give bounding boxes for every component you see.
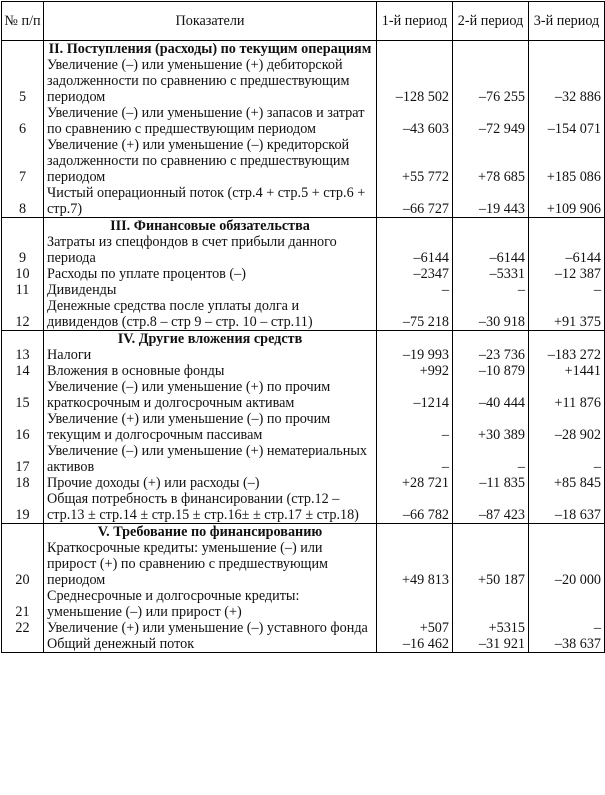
value-period-1: –43 603 bbox=[377, 105, 453, 137]
section-number-cell bbox=[2, 41, 44, 58]
value-period-3: +185 086 bbox=[529, 137, 605, 185]
row-label: Вложения в основные фонды bbox=[44, 363, 377, 379]
value-period-3: +109 906 bbox=[529, 185, 605, 218]
value-period-1: –2347 bbox=[377, 266, 453, 282]
value-period-2: –10 879 bbox=[453, 363, 529, 379]
value-period-3: +91 375 bbox=[529, 298, 605, 331]
value-period-1: – bbox=[377, 411, 453, 443]
value-period-1: – bbox=[377, 282, 453, 298]
section-header-row bbox=[2, 41, 605, 58]
row-label: Увеличение (–) или уменьшение (+) запасов и затрат по сравнению с предшествующим периодом bbox=[44, 105, 377, 137]
table-row bbox=[2, 443, 605, 475]
value-period-1: –16 462 bbox=[377, 636, 453, 653]
value-period-2: –19 443 bbox=[453, 185, 529, 218]
value-period-1: – bbox=[377, 443, 453, 475]
table-row bbox=[2, 105, 605, 137]
table-row bbox=[2, 636, 605, 653]
value-period-2: – bbox=[453, 443, 529, 475]
row-label: Расходы по уплате процентов (–) bbox=[44, 266, 377, 282]
header-period-2: 2-й период bbox=[453, 2, 529, 41]
section-empty-cell bbox=[453, 524, 529, 541]
row-label: Увеличение (+) или уменьшение (–) по прочим текущим и долгосрочным пассивам bbox=[44, 411, 377, 443]
value-period-2: –31 921 bbox=[453, 636, 529, 653]
section-empty-cell bbox=[453, 41, 529, 58]
value-period-2 bbox=[453, 588, 529, 620]
table-row bbox=[2, 137, 605, 185]
value-period-1: –66 727 bbox=[377, 185, 453, 218]
table-row bbox=[2, 620, 605, 636]
value-period-2: –11 835 bbox=[453, 475, 529, 491]
section-title: III. Финансовые обязательства bbox=[44, 218, 377, 235]
value-period-2: +50 187 bbox=[453, 540, 529, 588]
row-number: 18 bbox=[2, 475, 44, 491]
table-row bbox=[2, 282, 605, 298]
value-period-3: –20 000 bbox=[529, 540, 605, 588]
row-number: 6 bbox=[2, 105, 44, 137]
value-period-3: – bbox=[529, 443, 605, 475]
table-row bbox=[2, 491, 605, 524]
section-empty-cell bbox=[377, 218, 453, 235]
value-period-2: –6144 bbox=[453, 234, 529, 266]
value-period-1: –128 502 bbox=[377, 57, 453, 105]
value-period-2: +5315 bbox=[453, 620, 529, 636]
row-number: 16 bbox=[2, 411, 44, 443]
row-label: Затраты из спецфондов в счет прибыли данного периода bbox=[44, 234, 377, 266]
value-period-3: +11 876 bbox=[529, 379, 605, 411]
value-period-1 bbox=[377, 588, 453, 620]
value-period-2: –40 444 bbox=[453, 379, 529, 411]
value-period-2: –72 949 bbox=[453, 105, 529, 137]
row-label: Общий денежный поток bbox=[44, 636, 377, 653]
row-label: Чистый операционный поток (стр.4 + стр.5 + стр.6 + стр.7) bbox=[44, 185, 377, 218]
row-label: Прочие доходы (+) или расходы (–) bbox=[44, 475, 377, 491]
section-number-cell bbox=[2, 331, 44, 348]
table-body bbox=[2, 41, 605, 653]
header-indicator: Показатели bbox=[44, 2, 377, 41]
table-row bbox=[2, 363, 605, 379]
value-period-3: –183 272 bbox=[529, 347, 605, 363]
row-label: Увеличение (–) или уменьшение (+) нематериальных активов bbox=[44, 443, 377, 475]
row-number: 20 bbox=[2, 540, 44, 588]
financial-table bbox=[1, 1, 605, 653]
row-label: Увеличение (+) или уменьшение (–) кредиторской задолженности по сравнению с предшествующим периодом bbox=[44, 137, 377, 185]
section-header-row bbox=[2, 218, 605, 235]
section-title: IV. Другие вложения средств bbox=[44, 331, 377, 348]
section-number-cell bbox=[2, 524, 44, 541]
section-empty-cell bbox=[377, 524, 453, 541]
value-period-2: –76 255 bbox=[453, 57, 529, 105]
value-period-2: –30 918 bbox=[453, 298, 529, 331]
row-label: Налоги bbox=[44, 347, 377, 363]
header-period-1: 1-й период bbox=[377, 2, 453, 41]
section-number-cell bbox=[2, 218, 44, 235]
row-number: 5 bbox=[2, 57, 44, 105]
row-number: 17 bbox=[2, 443, 44, 475]
table-row bbox=[2, 347, 605, 363]
value-period-3 bbox=[529, 588, 605, 620]
row-number: 9 bbox=[2, 234, 44, 266]
value-period-2: +78 685 bbox=[453, 137, 529, 185]
value-period-3: –32 886 bbox=[529, 57, 605, 105]
value-period-3: – bbox=[529, 282, 605, 298]
value-period-2: –87 423 bbox=[453, 491, 529, 524]
row-label: Увеличение (–) или уменьшение (+) дебиторской задолженности по сравнению с предшествующим периодом bbox=[44, 57, 377, 105]
row-number: 13 bbox=[2, 347, 44, 363]
table-row bbox=[2, 234, 605, 266]
row-label: Общая потребность в финансировании (стр.12 – стр.13 ± стр.14 ± стр.15 ± стр.16± ± стр.17 ± стр.18) bbox=[44, 491, 377, 524]
section-empty-cell bbox=[529, 524, 605, 541]
row-number: 15 bbox=[2, 379, 44, 411]
section-empty-cell bbox=[377, 41, 453, 58]
section-title: II. Поступления (расходы) по текущим операциям bbox=[44, 41, 377, 58]
row-number: 11 bbox=[2, 282, 44, 298]
value-period-1: –1214 bbox=[377, 379, 453, 411]
row-number: 19 bbox=[2, 491, 44, 524]
value-period-3: –18 637 bbox=[529, 491, 605, 524]
value-period-1: +992 bbox=[377, 363, 453, 379]
value-period-1: –66 782 bbox=[377, 491, 453, 524]
value-period-1: –6144 bbox=[377, 234, 453, 266]
row-label: Денежные средства после уплаты долга и дивидендов (стр.8 – стр 9 – стр. 10 – стр.11) bbox=[44, 298, 377, 331]
row-label: Увеличение (+) или уменьшение (–) уставного фонда bbox=[44, 620, 377, 636]
section-header-row bbox=[2, 331, 605, 348]
row-number: 8 bbox=[2, 185, 44, 218]
row-number: 7 bbox=[2, 137, 44, 185]
table-row bbox=[2, 379, 605, 411]
table-row bbox=[2, 266, 605, 282]
section-title: V. Требование по финансированию bbox=[44, 524, 377, 541]
row-number: 10 bbox=[2, 266, 44, 282]
header-period-3: 3-й период bbox=[529, 2, 605, 41]
table-row bbox=[2, 475, 605, 491]
section-header-row bbox=[2, 524, 605, 541]
value-period-1: +28 721 bbox=[377, 475, 453, 491]
row-number: 12 bbox=[2, 298, 44, 331]
row-number bbox=[2, 636, 44, 653]
table-row bbox=[2, 298, 605, 331]
value-period-1: +55 772 bbox=[377, 137, 453, 185]
row-label: Краткосрочные кредиты: уменьшение (–) или прирост (+) по сравнению с предшествующим периодом bbox=[44, 540, 377, 588]
value-period-2: – bbox=[453, 282, 529, 298]
table-row bbox=[2, 588, 605, 620]
value-period-1: –75 218 bbox=[377, 298, 453, 331]
row-number: 22 bbox=[2, 620, 44, 636]
value-period-3: –154 071 bbox=[529, 105, 605, 137]
section-empty-cell bbox=[453, 218, 529, 235]
value-period-3: –28 902 bbox=[529, 411, 605, 443]
value-period-3: –38 637 bbox=[529, 636, 605, 653]
table-row bbox=[2, 540, 605, 588]
row-number: 21 bbox=[2, 588, 44, 620]
header-row bbox=[2, 2, 605, 41]
value-period-2: +30 389 bbox=[453, 411, 529, 443]
value-period-3: –6144 bbox=[529, 234, 605, 266]
section-empty-cell bbox=[529, 41, 605, 58]
value-period-2: –23 736 bbox=[453, 347, 529, 363]
value-period-2: –5331 bbox=[453, 266, 529, 282]
value-period-1: –19 993 bbox=[377, 347, 453, 363]
row-label: Среднесрочные и долгосрочные кредиты: уменьшение (–) или прирост (+) bbox=[44, 588, 377, 620]
row-number: 14 bbox=[2, 363, 44, 379]
value-period-3: +1441 bbox=[529, 363, 605, 379]
header-number: № п/п bbox=[2, 2, 44, 41]
section-empty-cell bbox=[377, 331, 453, 348]
value-period-3: –12 387 bbox=[529, 266, 605, 282]
table-row bbox=[2, 411, 605, 443]
value-period-3: – bbox=[529, 620, 605, 636]
row-label: Дивиденды bbox=[44, 282, 377, 298]
section-empty-cell bbox=[529, 331, 605, 348]
value-period-1: +507 bbox=[377, 620, 453, 636]
value-period-1: +49 813 bbox=[377, 540, 453, 588]
table-row bbox=[2, 57, 605, 105]
row-label: Увеличение (–) или уменьшение (+) по прочим краткосрочным и долгосрочным активам bbox=[44, 379, 377, 411]
section-empty-cell bbox=[529, 218, 605, 235]
table-row bbox=[2, 185, 605, 218]
section-empty-cell bbox=[453, 331, 529, 348]
value-period-3: +85 845 bbox=[529, 475, 605, 491]
